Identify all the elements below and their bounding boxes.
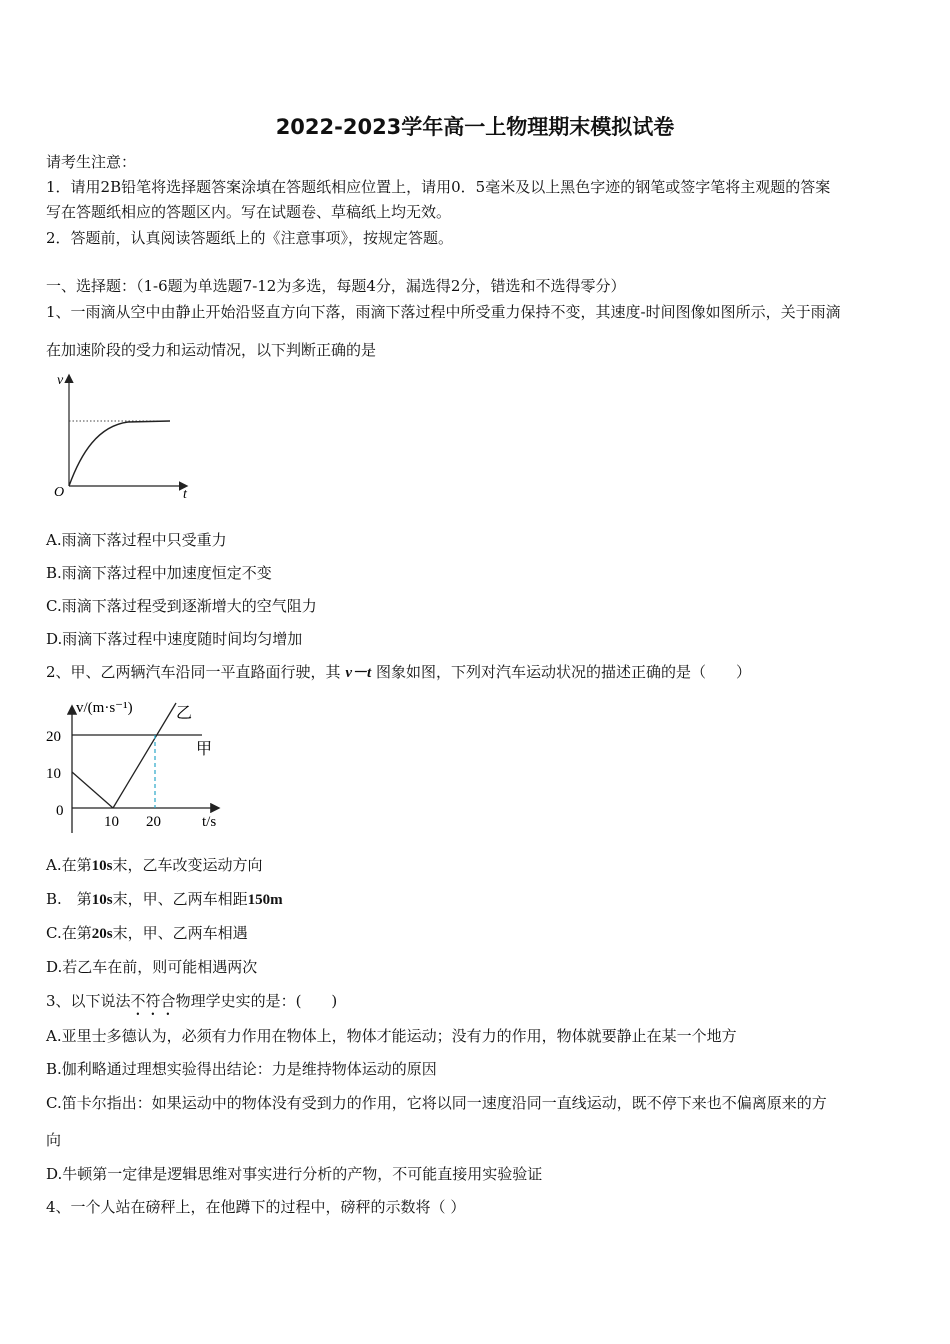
q2-vt-graph bbox=[40, 693, 240, 838]
section-heading: 一、选择题：（1-6题为单选题7-12为多选，每题4分，漏选得2分，错选和不选得零分） bbox=[46, 277, 626, 295]
page-title: 2022-2023学年高一上物理期末模拟试卷 bbox=[275, 115, 675, 139]
q2-series-jia-label: 甲 bbox=[196, 741, 213, 758]
q2-option-a-pre: A.在第 bbox=[46, 856, 92, 874]
q3-option-c-line-2: 向 bbox=[46, 1131, 62, 1149]
q1-stem-line-2: 在加速阶段的受力和运动情况，以下判断正确的是 bbox=[46, 341, 377, 359]
q1-origin-label: O bbox=[54, 485, 65, 500]
q2-series-yi-label: 乙 bbox=[176, 705, 193, 722]
q2-y-tick-20: 20 bbox=[46, 729, 61, 745]
q2-option-b-bold-2: 150m bbox=[247, 892, 283, 908]
q2-option-a-bold: 10s bbox=[91, 858, 113, 874]
q1-velocity-curve bbox=[69, 421, 170, 486]
q2-stem-post: 图象如图，下列对汽车运动状况的描述正确的是（ ） bbox=[375, 663, 751, 681]
q1-option-d: D.雨滴下落过程中速度随时间均匀增加 bbox=[46, 630, 303, 648]
q2-option-c-pre: C.在第 bbox=[46, 924, 92, 942]
q1-vt-graph bbox=[48, 368, 198, 503]
q1-option-c: C.雨滴下落过程受到逐渐增大的空气阻力 bbox=[46, 597, 317, 615]
q3-stem-post: 物理学史实的是：( ) bbox=[175, 992, 338, 1010]
q1-y-axis-label: v bbox=[57, 373, 64, 388]
q2-y-tick-10: 10 bbox=[46, 766, 61, 782]
q3-option-c-line-1: C.笛卡尔指出：如果运动中的物体没有受到力的作用，它将以同一速度沿同一直线运动，既不停下来也不偏离原来的方 bbox=[46, 1094, 827, 1112]
q3-option-b: B.伽利略通过理想实验得出结论：力是维持物体运动的原因 bbox=[46, 1060, 437, 1078]
notice-item-1-line-1: 1．请用2B铅笔将选择题答案涂填在答题纸相应位置上，请用0．5毫米及以上黑色字迹的钢笔或签字笔将主观题的答案 bbox=[46, 178, 831, 196]
q1-x-axis-label: t bbox=[183, 487, 187, 502]
q2-series-yi-segment-2 bbox=[113, 703, 176, 808]
q2-option-a bbox=[46, 855, 908, 876]
q2-x-tick-20: 20 bbox=[146, 814, 161, 830]
q2-y-axis-label: v/(m·s⁻¹) bbox=[76, 700, 133, 716]
q2-stem-pre: 2、甲、乙两辆汽车沿同一平直路面行驶，其 bbox=[46, 663, 341, 681]
q2-stem bbox=[46, 662, 908, 683]
q2-option-b-pre: B. 第 bbox=[46, 890, 92, 908]
q2-option-c-bold: 20s bbox=[91, 926, 113, 942]
q1-stem-line-1: 1、一雨滴从空中由静止开始沿竖直方向下落，雨滴下落过程中所受重力保持不变，其速度-时间图像如图所示，关于雨滴 bbox=[46, 303, 841, 321]
q1-option-a: A.雨滴下落过程中只受重力 bbox=[46, 531, 227, 549]
q2-x-axis-label: t/s bbox=[202, 814, 217, 830]
q1-option-b: B.雨滴下落过程中加速度恒定不变 bbox=[46, 564, 272, 582]
notice-item-2: 2．答题前，认真阅读答题纸上的《注意事项》，按规定答题。 bbox=[46, 229, 454, 247]
q2-option-c bbox=[46, 923, 908, 944]
q3-option-a: A.亚里士多德认为，必须有力作用在物体上，物体才能运动；没有力的作用，物体就要静止在某一个地方 bbox=[46, 1027, 737, 1045]
q4-stem: 4、一个人站在磅秤上，在他蹲下的过程中，磅秤的示数将（ ） bbox=[46, 1198, 466, 1216]
q2-stem-vt: v－t bbox=[345, 665, 372, 681]
q3-option-d: D.牛顿第一定律是逻辑思维对事实进行分析的产物，不可能直接用实验验证 bbox=[46, 1165, 543, 1183]
q3-stem-pre: 3、以下说法 bbox=[46, 992, 131, 1010]
q2-y-tick-0: 0 bbox=[56, 803, 64, 819]
q2-x-tick-10: 10 bbox=[104, 814, 119, 830]
q2-option-b bbox=[46, 889, 908, 910]
notice-heading: 请考生注意： bbox=[46, 153, 137, 171]
q2-option-d: D.若乙车在前，则可能相遇两次 bbox=[46, 958, 258, 976]
q2-option-c-post: 末，甲、乙两车相遇 bbox=[112, 924, 248, 942]
q2-option-b-mid: 末，甲、乙两车相距 bbox=[112, 890, 248, 908]
q2-option-b-bold-1: 10s bbox=[91, 892, 113, 908]
q2-option-a-post: 末，乙车改变运动方向 bbox=[112, 856, 263, 874]
notice-item-1-line-2: 写在答题纸相应的答题区内。写在试题卷、草稿纸上均无效。 bbox=[46, 203, 452, 221]
q3-stem bbox=[46, 991, 908, 1019]
q2-series-yi-segment-1 bbox=[72, 772, 113, 808]
q3-stem-emphasis: 不符合 bbox=[130, 992, 176, 1010]
